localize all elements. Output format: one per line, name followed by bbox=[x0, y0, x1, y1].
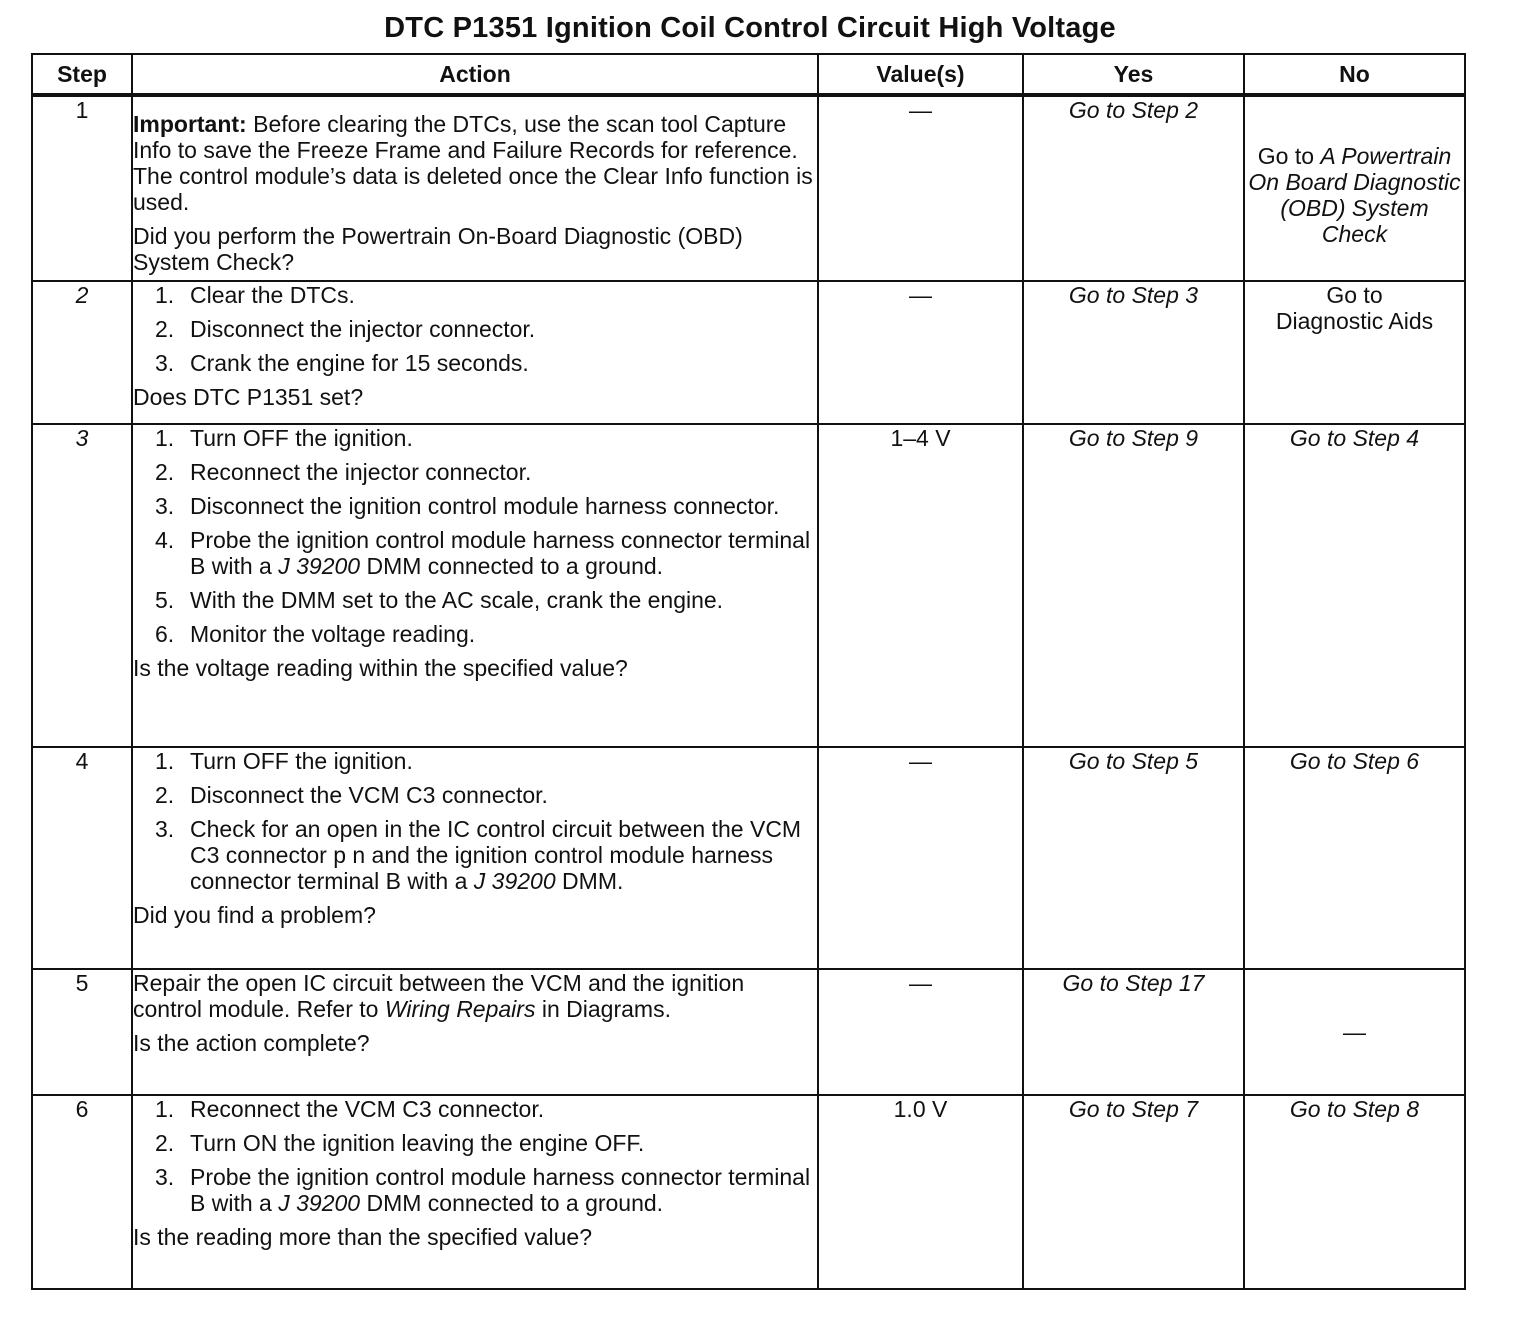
table-row bbox=[32, 747, 1465, 969]
yes-cell: Go to Step 7 bbox=[1023, 1095, 1244, 1289]
yes-cell: Go to Step 9 bbox=[1023, 424, 1244, 747]
no-cell bbox=[1244, 95, 1465, 281]
step-number: 5 bbox=[32, 969, 132, 1095]
action-item: 1. Clear the DTCs. bbox=[155, 282, 355, 308]
important-note bbox=[133, 111, 817, 215]
no-cell: Go to Step 8 bbox=[1244, 1095, 1465, 1289]
action-item: 1. Turn OFF the ignition. bbox=[155, 748, 413, 774]
action-item: 1. Turn OFF the ignition. bbox=[155, 425, 413, 451]
table-row bbox=[32, 95, 1465, 281]
step-number: 1 bbox=[32, 95, 132, 281]
header-yes: Yes bbox=[1023, 54, 1244, 95]
action-item: 1. Reconnect the VCM C3 connector. bbox=[155, 1096, 545, 1122]
action-item: 6. Monitor the voltage reading. bbox=[155, 621, 476, 647]
action-cell bbox=[132, 95, 818, 281]
action-item: 3. Probe the ignition control module harness connector terminal B with a J 39200 DMM connected to a ground. bbox=[155, 1164, 811, 1216]
step-question: Is the action complete? bbox=[133, 1030, 370, 1056]
action-cell bbox=[132, 1095, 818, 1289]
step-question: Did you find a problem? bbox=[133, 902, 376, 928]
action-item: 2. Reconnect the injector connector. bbox=[155, 459, 532, 485]
no-reference: A Powertrain On Board Diagnostic (OBD) System Check bbox=[1248, 143, 1461, 247]
header-values: Value(s) bbox=[818, 54, 1023, 95]
value-cell: — bbox=[818, 747, 1023, 969]
header-no: No bbox=[1244, 54, 1465, 95]
step-question: Is the reading more than the specified value? bbox=[133, 1224, 593, 1250]
no-cell: Go to Step 6 bbox=[1244, 747, 1465, 969]
step-question: Does DTC P1351 set? bbox=[133, 384, 364, 410]
action-item: 5. With the DMM set to the AC scale, crank the engine. bbox=[155, 587, 724, 613]
action-item: 3. Check for an open in the IC control circuit between the VCM C3 connector p n and the ignition control module harness connector terminal B with a J 39200 DMM. bbox=[155, 816, 802, 894]
value-cell: 1.0 V bbox=[818, 1095, 1023, 1289]
action-item: 3. Crank the engine for 15 seconds. bbox=[155, 350, 529, 376]
value-cell: 1–4 V bbox=[818, 424, 1023, 747]
tool-reference: J 39200 bbox=[473, 868, 556, 894]
action-item: 2. Disconnect the injector connector. bbox=[155, 316, 536, 342]
value-cell: — bbox=[818, 281, 1023, 424]
action-item: 3. Disconnect the ignition control module harness connector. bbox=[155, 493, 780, 519]
yes-cell: Go to Step 5 bbox=[1023, 747, 1244, 969]
no-cell: Go to Diagnostic Aids bbox=[1244, 281, 1465, 424]
action-text: Repair the open IC circuit between the VCM and the ignition control module. Refer to Wiring Repairs in Diagrams. bbox=[133, 970, 745, 1022]
doc-reference: Wiring Repairs bbox=[384, 996, 536, 1022]
table-row bbox=[32, 424, 1465, 747]
action-item: 2. Disconnect the VCM C3 connector. bbox=[155, 782, 548, 808]
step-question: Is the voltage reading within the specified value? bbox=[133, 655, 628, 681]
action-cell bbox=[132, 747, 818, 969]
step-number: 3 bbox=[32, 424, 132, 747]
step-number: 4 bbox=[32, 747, 132, 969]
diagnostic-table bbox=[31, 53, 1466, 1290]
header-action: Action bbox=[132, 54, 818, 95]
no-cell: Go to Step 4 bbox=[1244, 424, 1465, 747]
page-title: DTC P1351 Ignition Coil Control Circuit High Voltage bbox=[384, 12, 1116, 44]
action-cell bbox=[132, 969, 818, 1095]
step-number: 2 bbox=[32, 281, 132, 424]
step-number: 6 bbox=[32, 1095, 132, 1289]
yes-cell: Go to Step 17 bbox=[1023, 969, 1244, 1095]
step-question: Did you perform the Powertrain On-Board Diagnostic (OBD) System Check? bbox=[133, 223, 743, 275]
table-row bbox=[32, 281, 1465, 424]
important-label: Important: bbox=[133, 111, 247, 137]
action-item: 2. Turn ON the ignition leaving the engine OFF. bbox=[155, 1130, 645, 1156]
no-prefix: Go to bbox=[1257, 143, 1321, 169]
tool-reference: J 39200 bbox=[278, 1190, 361, 1216]
yes-cell: Go to Step 3 bbox=[1023, 281, 1244, 424]
action-item: 4. Probe the ignition control module harness connector terminal B with a J 39200 DMM connected to a ground. bbox=[155, 527, 811, 579]
header-step: Step bbox=[32, 54, 132, 95]
action-cell bbox=[132, 424, 818, 747]
table-row bbox=[32, 969, 1465, 1095]
header-row bbox=[32, 54, 1465, 95]
value-cell: — bbox=[818, 969, 1023, 1095]
value-cell: — bbox=[818, 95, 1023, 281]
tool-reference: J 39200 bbox=[278, 553, 361, 579]
action-cell bbox=[132, 281, 818, 424]
yes-cell: Go to Step 2 bbox=[1023, 95, 1244, 281]
important-text: Before clearing the DTCs, use the scan tool Capture Info to save the Freeze Frame and Failure Records for reference. The control module’s data is deleted once the Clear Info function is used. bbox=[133, 111, 813, 215]
table-row bbox=[32, 1095, 1465, 1289]
no-cell: — bbox=[1244, 969, 1465, 1095]
